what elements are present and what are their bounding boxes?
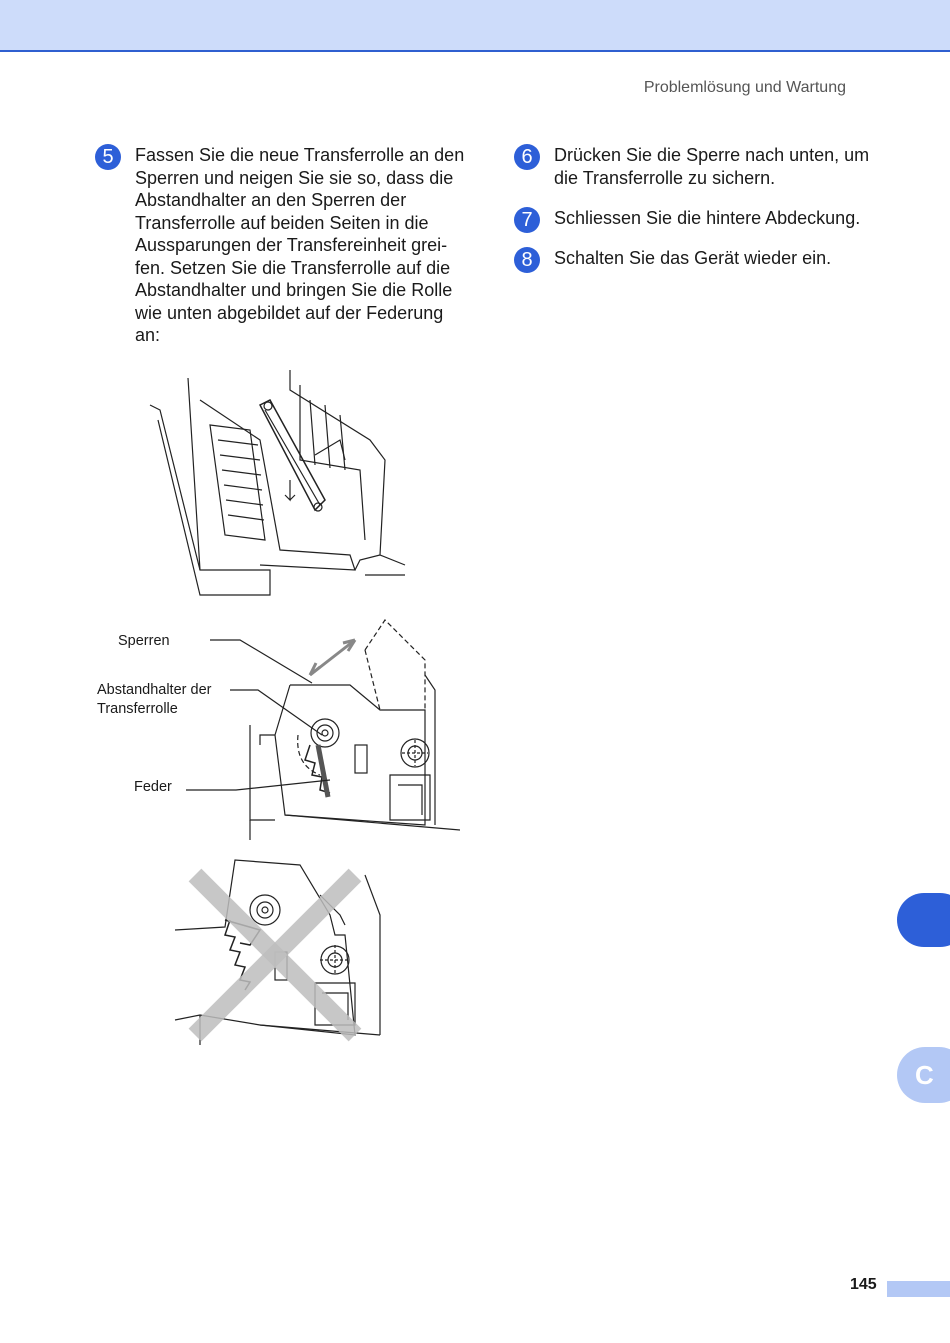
footer-bar — [887, 1281, 950, 1297]
incorrect-installation-illustration — [170, 855, 390, 1050]
label-feder: Feder — [134, 779, 172, 795]
transfer-roller-detail-illustration — [180, 615, 460, 845]
step-5 — [95, 144, 465, 347]
step-number-badge: 7 — [514, 207, 540, 233]
step-8 — [514, 247, 894, 273]
label-sperren: Sperren — [118, 633, 170, 649]
step-number-badge: 6 — [514, 144, 540, 170]
printer-illustration — [140, 370, 410, 605]
appendix-tab-c: C — [897, 1047, 950, 1103]
label-abstandhalter: Abstandhalter der Transferrolle — [97, 682, 212, 717]
header-bar — [0, 0, 950, 52]
step-6 — [514, 144, 894, 189]
page-number: 145 — [850, 1276, 877, 1293]
step-number-badge: 8 — [514, 247, 540, 273]
section-title: Problemlösung und Wartung — [643, 79, 846, 96]
step-text: Schalten Sie das Gerät wieder ein. — [554, 248, 832, 268]
step-text: Schliessen Sie die hintere Abdeckung. — [554, 208, 861, 228]
step-number-badge: 5 — [95, 144, 121, 170]
step-7 — [514, 207, 894, 233]
step-text: Fassen Sie die neue Transferrolle an den Sperren und neigen Sie sie so, dass die Abstandhalter an den Sperren der Transferrolle auf beiden Seiten in die Aussparungen der Transfereinheit grei-fen. Setzen Sie die Transferrolle auf die Abstandhalter und bringen Sie die Rolle wie unten abgebildet auf der Federung an: — [135, 145, 465, 345]
step-text: Drücken Sie die Sperre nach unten, um die Transferrolle zu sichern. — [554, 145, 870, 188]
chapter-tab — [897, 893, 950, 947]
